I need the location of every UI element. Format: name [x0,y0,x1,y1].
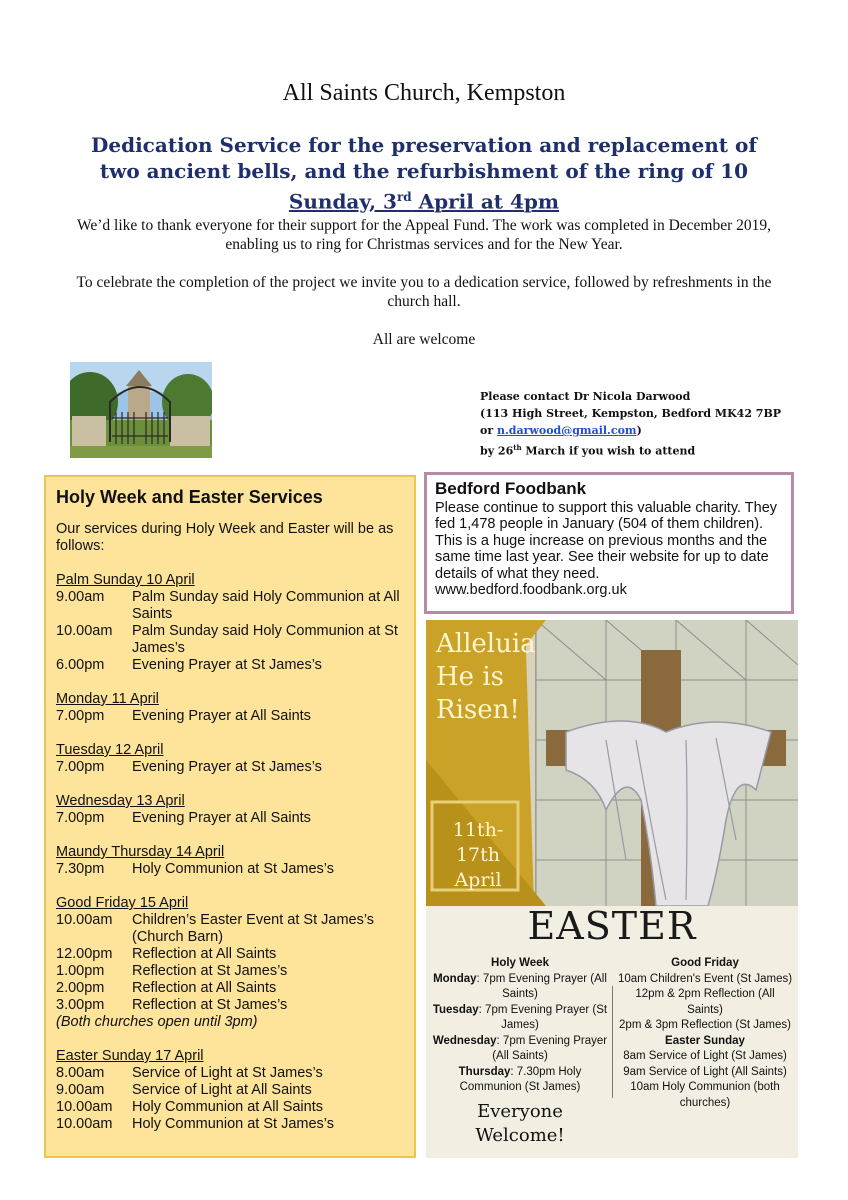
service-description: Evening Prayer at All Saints [132,708,311,724]
service-day-title: Monday 11 April [56,691,159,707]
contact-email-line [480,422,820,439]
service-day-title: Maundy Thursday 14 April [56,844,225,860]
date-pre: Sunday, 3 [288,189,397,214]
poster-monday [432,972,608,1003]
date-sup: rd [396,190,412,204]
service-day-title: Tuesday 12 April [56,742,164,758]
poster-es-2: 9am Service of Light (All Saints) [623,1065,787,1078]
service-row [56,657,408,674]
intro-para-1: We’d like to thank everyone for their support for the Appeal Fund. The work was completed in December 2019, enabling us to ring for Christmas services and for the New Year. [76,217,772,253]
service-time: 8.00am [56,1065,105,1081]
poster-es-3: 10am Holy Communion (both churches) [630,1081,780,1109]
service-row [56,810,408,827]
poster-thursday-label: Thursday [458,1065,511,1078]
service-row [56,861,408,878]
service-row [56,997,408,1014]
service-day-title: Wednesday 13 April [56,793,185,809]
service-row [56,946,408,963]
poster-gf-3: 2pm & 3pm Reflection (St James) [619,1019,791,1031]
service-time: 10.00am [56,1116,113,1132]
service-description: Children’s Easter Event at St James’s (Church Barn) [132,912,375,945]
service-day-title: Easter Sunday 17 April [56,1048,204,1064]
poster-wednesday [432,1034,608,1065]
service-description: Service of Light at St James’s [132,1065,323,1081]
service-description: Reflection at All Saints [132,980,277,996]
service-day [56,793,408,827]
poster-thursday-text: : 7.30pm Holy Communion (St James) [459,1065,582,1093]
service-description: Palm Sunday said Holy Communion at St James’s [132,623,398,656]
service-time: 3.00pm [56,997,105,1013]
service-description: Reflection at St James’s [132,963,288,979]
contact-line-2: (113 High Street, Kempston, Bedford MK42 7BP [480,407,782,420]
service-description: Evening Prayer at St James’s [132,657,322,673]
easter-poster [426,620,798,1158]
service-day [56,572,408,674]
poster-wednesday-text: : 7pm Evening Prayer (All Saints) [492,1034,608,1062]
service-time: 6.00pm [56,657,105,673]
contact-email-suffix: ) [636,424,642,437]
poster-thursday [432,1065,608,1096]
service-time: 9.00am [56,589,105,605]
service-time: 9.00am [56,1082,105,1098]
service-time: 12.00pm [56,946,113,962]
service-time: 1.00pm [56,963,105,979]
holy-week-days [56,572,408,1133]
service-day-title: Palm Sunday 10 April [56,572,195,588]
service-day [56,844,408,878]
service-row [56,623,408,657]
deadline-sup: th [513,443,522,452]
service-day [56,895,408,1031]
poster-easter-heading: EASTER [527,904,697,948]
service-description: Holy Communion at All Saints [132,1099,323,1115]
service-description: Service of Light at All Saints [132,1082,312,1098]
service-day [56,691,408,725]
service-description: Reflection at St James’s [132,997,288,1013]
service-row [56,759,408,776]
poster-schedule [432,956,798,1148]
poster-monday-label: Monday [433,972,477,985]
foodbank-url[interactable]: www.bedford.foodbank.org.uk [435,582,627,598]
poster-tuesday-label: Tuesday [432,1003,479,1016]
foodbank-box [424,472,794,614]
headline-line-2: two ancient bells, and the refurbishment of the ring of 10 [99,159,749,183]
service-time: 7.00pm [56,708,105,724]
poster-wednesday-label: Wednesday [432,1034,497,1047]
service-time: 2.00pm [56,980,105,996]
service-row [56,589,408,623]
poster-monday-text: : 7pm Evening Prayer (All Saints) [476,972,607,1000]
service-time: 7.30pm [56,861,105,877]
service-row [56,980,408,997]
intro-para-2: To celebrate the completion of the project we invite you to a dedication service, followed by refreshments in the church hall. [76,274,772,310]
poster-good-friday-heading: Good Friday [671,957,739,969]
service-day [56,1048,408,1133]
service-description: Evening Prayer at St James’s [132,759,322,775]
poster-dates: 11th-17th April [452,819,504,891]
service-description: Evening Prayer at All Saints [132,810,311,826]
service-row [56,1116,408,1133]
church-gate-photo [70,362,212,458]
poster-divider [612,986,613,1098]
poster-holy-week-column [432,956,608,1148]
date-post: April at 4pm [411,189,560,214]
intro-text [60,216,788,368]
poster-gf-2: 12pm & 2pm Reflection (All Saints) [635,988,775,1016]
poster-welcome: Everyone Welcome! [475,1100,565,1146]
service-time: 7.00pm [56,759,105,775]
contact-line-1: Please contact Dr Nicola Darwood [480,390,691,403]
service-day [56,742,408,776]
foodbank-title: Bedford Foodbank [435,479,587,498]
service-time: 7.00pm [56,810,105,826]
service-description: Holy Communion at St James’s [132,1116,335,1132]
poster-title: Alleluia He is Risen! [436,629,536,725]
service-description: Reflection at All Saints [132,946,277,962]
contact-email-link[interactable]: n.darwood@gmail.com [496,424,637,437]
service-row [56,912,408,946]
service-row [56,1082,408,1099]
service-time: 10.00am [56,912,113,928]
holy-week-box [44,475,416,1158]
poster-es-1: 8am Service of Light (St James) [623,1050,787,1062]
service-time: 10.00am [56,623,113,639]
poster-tuesday-text: : 7pm Evening Prayer (St James) [478,1003,608,1031]
headline-line-1: Dedication Service for the preservation and replacement of [91,133,757,157]
holy-week-title: Holy Week and Easter Services [56,487,323,507]
contact-deadline [480,439,820,460]
contact-block [480,388,820,460]
service-description: Palm Sunday said Holy Communion at All Saints [132,589,400,622]
poster-good-friday-column [617,956,793,1148]
poster-easter-sunday-heading: Easter Sunday [665,1034,745,1047]
service-row [56,963,408,980]
poster-holy-week-heading: Holy Week [491,957,549,969]
poster-gf-1: 10am Children's Event (St James) [617,972,793,985]
service-row [56,1065,408,1082]
service-note: (Both churches open until 3pm) [56,1014,258,1030]
service-date [60,184,788,215]
service-description: Holy Communion at St James’s [132,861,335,877]
contact-or: or [480,424,497,437]
poster-tuesday [432,1003,608,1034]
foodbank-body: Please continue to support this valuable charity. They fed 1,478 people in January (504 of them children). This is a huge increase on previous months and the same time last year. See their website for up to date details of what they need. [435,499,778,582]
deadline-pre: by 26 [480,444,514,458]
service-time: 10.00am [56,1099,113,1115]
service-row [56,708,408,725]
holy-week-lead: Our services during Holy Week and Easter will be as follows: [56,521,394,554]
church-name: All Saints Church, Kempston [282,80,566,106]
intro-para-3: All are welcome [372,331,476,348]
dedication-headline [60,132,788,215]
service-row [56,1099,408,1116]
deadline-post: March if you wish to attend [521,444,696,458]
service-day-title: Good Friday 15 April [56,895,189,911]
